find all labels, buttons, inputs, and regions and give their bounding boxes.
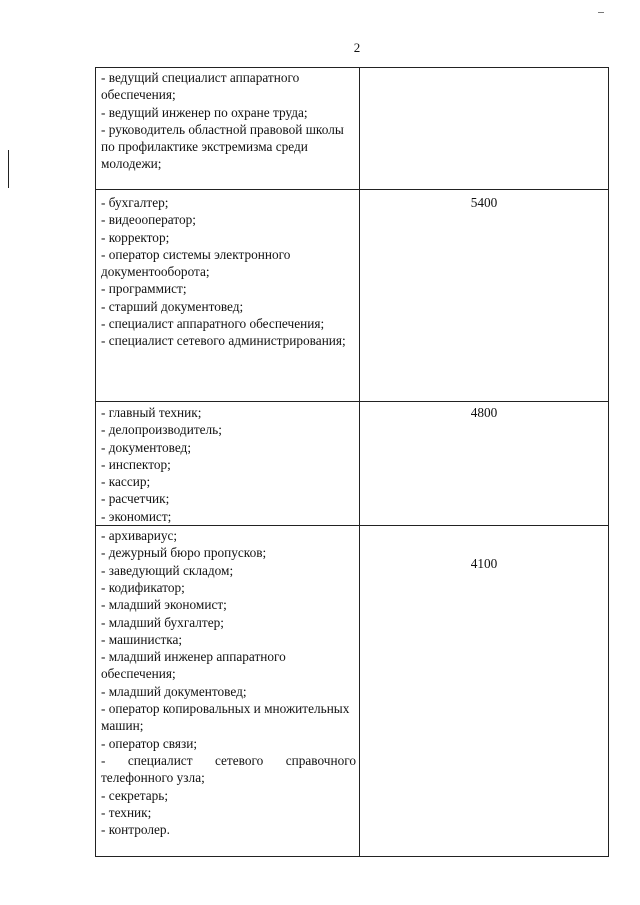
salary-cell bbox=[360, 402, 609, 526]
salary-cell bbox=[360, 68, 609, 190]
table-row bbox=[96, 526, 609, 857]
list-item: - младший экономист; bbox=[101, 597, 227, 613]
positions-table bbox=[95, 67, 609, 857]
list-item: - ведущий инженер по охране труда; bbox=[101, 104, 308, 120]
list-item: - делопроизводитель; bbox=[101, 422, 222, 438]
list-item: - ведущий специалист аппаратного обеспечения; bbox=[101, 70, 300, 103]
scan-mark bbox=[598, 12, 604, 13]
list-item: - кассир; bbox=[101, 474, 151, 490]
table-row bbox=[96, 68, 609, 190]
list-item: - видеооператор; bbox=[101, 212, 196, 228]
salary-cell bbox=[360, 190, 609, 402]
list-item: - расчетчик; bbox=[101, 491, 170, 507]
list-item: - специалист сетевого справочного телефонного узла; bbox=[101, 752, 356, 786]
margin-line bbox=[8, 150, 9, 188]
list-item: - старший документовед; bbox=[101, 298, 244, 314]
list-item: - техник; bbox=[101, 804, 152, 820]
table-row bbox=[96, 402, 609, 526]
list-item: - оператор системы электронного документооборота; bbox=[101, 246, 291, 280]
positions-cell bbox=[96, 526, 360, 857]
list-item: - оператор копировальных и множительных машин; bbox=[101, 701, 350, 734]
list-item: - главный техник; bbox=[101, 405, 202, 420]
salary-value bbox=[360, 69, 608, 71]
list-item: - архивариус; bbox=[101, 528, 178, 544]
list-item: - инспектор; bbox=[101, 456, 171, 472]
list-item: - документовед; bbox=[101, 439, 192, 455]
list-item: - бухгалтер; bbox=[101, 195, 169, 210]
list-item: - экономист; bbox=[101, 508, 172, 524]
list-item: - руководитель областной правовой школы по профилактике экстремизма среди молодежи; bbox=[101, 121, 344, 172]
salary-value: 4100 bbox=[470, 556, 498, 572]
positions-cell bbox=[96, 402, 360, 526]
list-item: - дежурный бюро пропусков; bbox=[101, 545, 267, 561]
page-number: 2 bbox=[353, 40, 361, 55]
table-row bbox=[96, 190, 609, 402]
salary-value: 5400 bbox=[470, 195, 498, 210]
list-item: - младший бухгалтер; bbox=[101, 614, 224, 630]
list-item: - специалист сетевого администрирования; bbox=[101, 333, 346, 349]
list-item: - младший инженер аппаратного обеспечения; bbox=[101, 649, 286, 682]
list-item: - оператор связи; bbox=[101, 735, 198, 751]
list-item: - кодификатор; bbox=[101, 579, 185, 595]
list-item: - секретарь; bbox=[101, 787, 169, 803]
list-item: - корректор; bbox=[101, 229, 170, 245]
positions-cell bbox=[96, 68, 360, 190]
salary-cell bbox=[360, 526, 609, 857]
list-item: - машинистка; bbox=[101, 631, 183, 647]
list-item: - контролер. bbox=[101, 822, 170, 838]
salary-value: 4800 bbox=[470, 405, 498, 420]
positions-cell bbox=[96, 190, 360, 402]
list-item: - специалист аппаратного обеспечения; bbox=[101, 316, 325, 332]
list-item: - заведующий складом; bbox=[101, 562, 234, 578]
list-item: - программист; bbox=[101, 281, 187, 297]
list-item: - младший документовед; bbox=[101, 683, 247, 699]
